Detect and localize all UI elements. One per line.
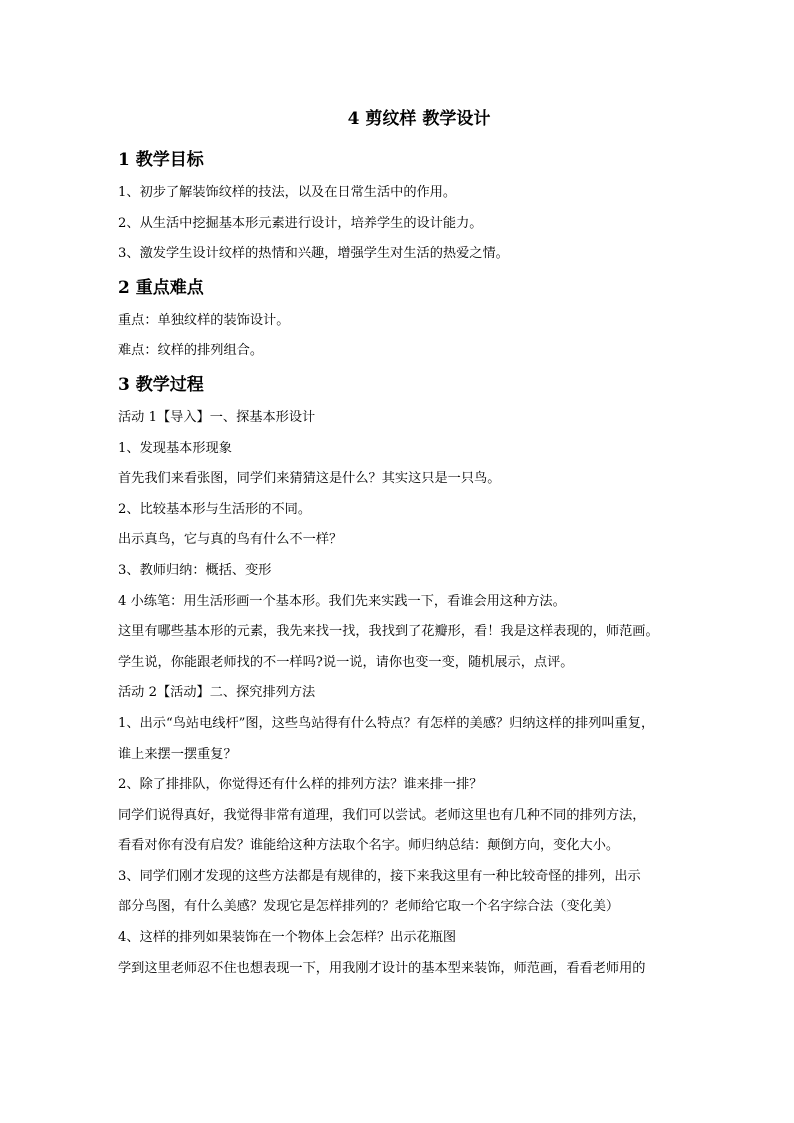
document-page [118, 104, 678, 984]
process-paragraph: 3、教师归纳：概括、变形 [118, 562, 272, 578]
process-paragraph: 2、比较基本形与生活形的不同。 [118, 501, 312, 517]
document-title: 4 剪纹样 教学设计 [347, 109, 491, 129]
goal-paragraph-1: 1、初步了解装饰纹样的技法，以及在日常生活中的作用。 [118, 185, 457, 200]
process-paragraph: 看看对你有没有启发？谁能给这种方法取个名字。师归纳总结：颠倒方向，变化大小。 [118, 838, 620, 854]
process-paragraph: 4、这样的排列如果装饰在一个物体上会怎样？出示花瓶图 [118, 930, 457, 946]
process-paragraph: 部分鸟图，有什么美感？发现它是怎样排列的？老师给它取一个名字综合法（变化美） [118, 899, 620, 915]
activity-2-heading: 活动 2【活动】二、探究排列方法 [118, 685, 316, 701]
process-paragraph: 同学们说得真好，我觉得非常有道理，我们可以尝试。老师这里也有几种不同的排列方法， [118, 807, 646, 823]
process-paragraph: 学生说，你能跟老师找的不一样吗?说一说，请你也变一变，随机展示，点评。 [118, 654, 574, 670]
section-heading-teaching-process: 3 教学过程 [118, 374, 204, 395]
goal-paragraph-2: 2、从生活中挖掘基本形元素进行设计，培养学生的设计能力。 [118, 215, 483, 231]
process-paragraph: 4 小练笔：用生活形画一个基本形。我们先来实践一下，看谁会用这种方法。 [118, 593, 566, 609]
section-heading-teaching-goals: 1 教学目标 [118, 150, 204, 170]
process-paragraph: 首先我们来看张图，同学们来猜猜这是什么？其实这只是一只鸟。 [118, 471, 501, 487]
goal-paragraph-3: 3、激发学生设计纹样的热情和兴趣，增强学生对生活的热爱之情。 [118, 246, 509, 262]
process-paragraph: 1、出示“鸟站电线杆”图，这些鸟站得有什么特点？有怎样的美感？归纳这样的排列叫重复， [118, 715, 655, 731]
difficulty-paragraph: 难点：纹样的排列组合。 [118, 343, 264, 359]
activity-1-heading: 活动 1【导入】一、探基本形设计 [118, 409, 316, 425]
section-heading-key-points: 2 重点难点 [118, 277, 204, 298]
key-point-paragraph: 重点：单独纹样的装饰设计。 [118, 312, 290, 328]
process-paragraph: 2、除了排排队，你觉得还有什么样的排列方法？谁来排一排？ [118, 777, 483, 793]
process-paragraph: 谁上来摆一摆重复？ [118, 746, 237, 762]
process-paragraph: 出示真鸟，它与真的鸟有什么不一样？ [118, 532, 343, 548]
process-paragraph: 3、同学们刚才发现的这些方法都是有规律的，接下来我这里有一种比较奇怪的排列，出示 [118, 868, 641, 884]
process-paragraph: 学到这里老师忍不住也想表现一下，用我刚才设计的基本型来装饰，师范画，看看老师用的 [118, 960, 646, 976]
process-paragraph: 这里有哪些基本形的元素，我先来找一找，我找到了花瓣形，看！我是这样表现的，师范画。 [118, 624, 659, 640]
process-paragraph: 1、发现基本形现象 [118, 440, 232, 456]
